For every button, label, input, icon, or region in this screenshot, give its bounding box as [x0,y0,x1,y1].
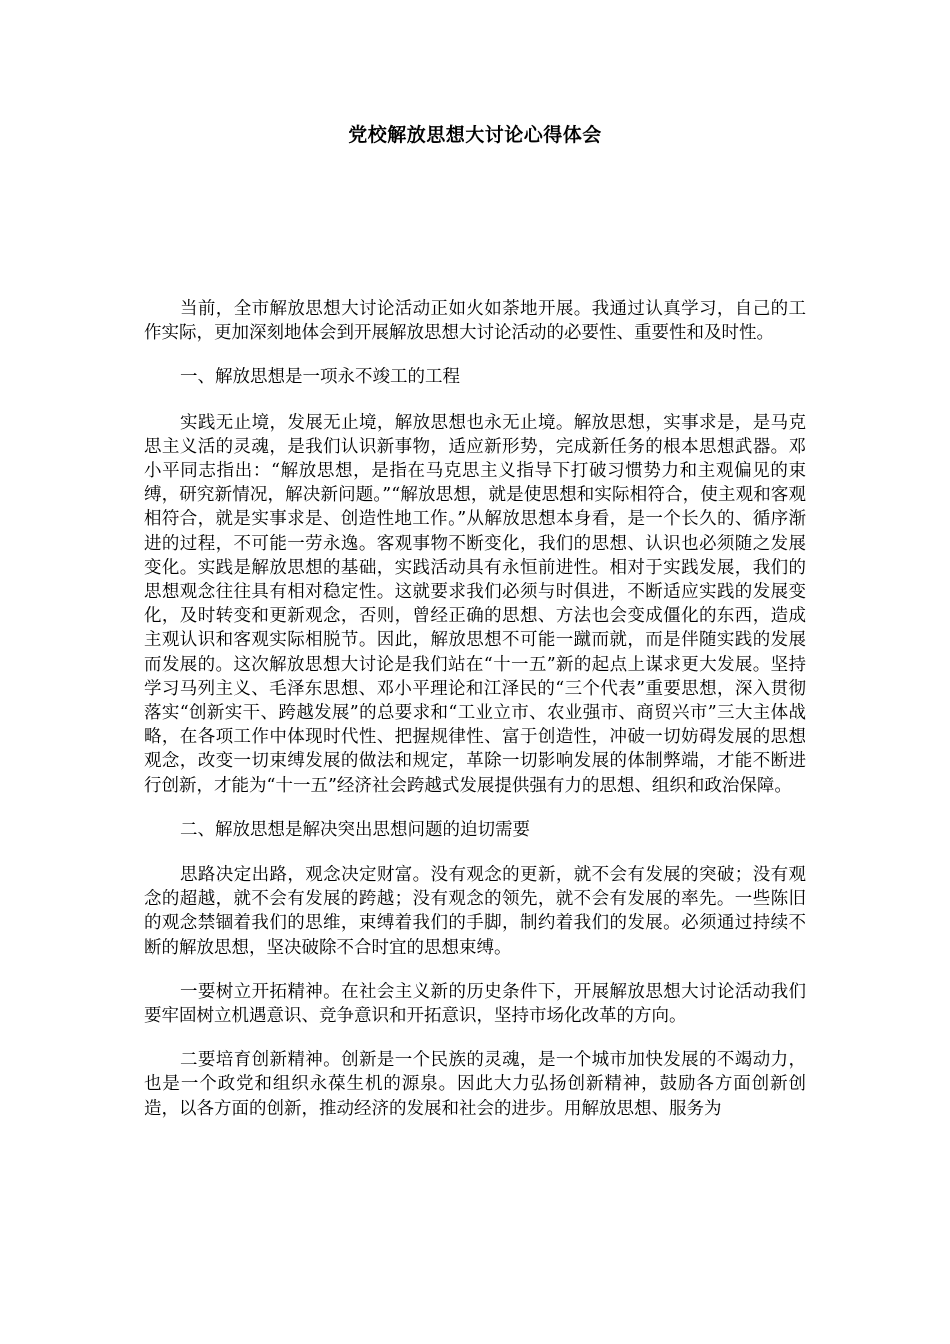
document-title: 党校解放思想大讨论心得体会 [348,124,602,146]
paragraph-point-2: 二要培育创新精神。创新是一个民族的灵魂，是一个城市加快发展的不竭动力，也是一个政党和组织永葆生机的源泉。因此大力弘扬创新精神，鼓励各方面创新创造，以各方面的创新，推动经济的发展和社会的进步。用解放思想、服务为 [144,1050,806,1119]
paragraph-section-2: 思路决定出路，观念决定财富。没有观念的更新，就不会有发展的突破；没有观念的超越，就不会有发展的跨越；没有观念的领先，就不会有发展的率先。一些陈旧的观念禁锢着我们的思维，束缚着我们的手脚，制约着我们的发展。必须通过持续不断的解放思想，坚决破除不合时宜的思想束缚。 [144,865,806,958]
section-heading-1: 一、解放思想是一项永不竣工的工程 [180,367,460,388]
section-heading-2: 二、解放思想是解决突出思想问题的迫切需要 [180,819,530,840]
paragraph-point-1: 一要树立开拓精神。在社会主义新的历史条件下，开展解放思想大讨论活动我们要牢固树立机遇意识、竞争意识和开拓意识，坚持市场化改革的方向。 [144,981,806,1027]
document-body [144,297,806,1141]
paragraph-intro: 当前，全市解放思想大讨论活动正如火如荼地开展。我通过认真学习，自己的工作实际，更加深刻地体会到开展解放思想大讨论活动的必要性、重要性和及时性。 [144,299,806,344]
paragraph-section-1: 实践无止境，发展无止境，解放思想也永无止境。解放思想，实事求是，是马克思主义活的灵魂，是我们认识新事物，适应新形势，完成新任务的根本思想武器。邓小平同志指出：“解放思想，是指在马克思主义指导下打破习惯势力和主观偏见的束缚，研究新情况，解决新问题。”“解放思想，就是使思想和实际相符合，使主观和客观相符合，就是实事求是、创造性地工作。”从解放思想本身看，是一个长久的、循序渐进的过程，不可能一劳永逸。客观事物不断变化，我们的思想、认识也必须随之发展变化。实践是解放思想的基础，实践活动具有永恒前进性。相对于实践发展，我们的思想观念往往具有相对稳定性。这就要求我们必须与时俱进，不断适应实践的发展变化，及时转变和更新观念，否则，曾经正确的思想、方法也会变成僵化的东西，造成主观认识和客观实际相脱节。因此，解放思想不可能一蹴而就，而是伴随实践的发展而发展的。这次解放思想大讨论是我们站在“十一五”新的起点上谋求更大发展。坚持学习马列主义、毛泽东思想、邓小平理论和江泽民的“三个代表”重要思想，深入贯彻落实“创新实干、跨越发展”的总要求和“工业立市、农业强市、商贸兴市”三大主体战略，在各项工作中体现时代性、把握规律性、富于创造性，冲破一切妨碍发展的思想观念，改变一切束缚发展的做法和规定，革除一切影响发展的体制弊端，才能不断进行创新，才能为“十一五”经济社会跨越式发展提供强有力的思想、组织和政治保障。 [144,412,806,796]
